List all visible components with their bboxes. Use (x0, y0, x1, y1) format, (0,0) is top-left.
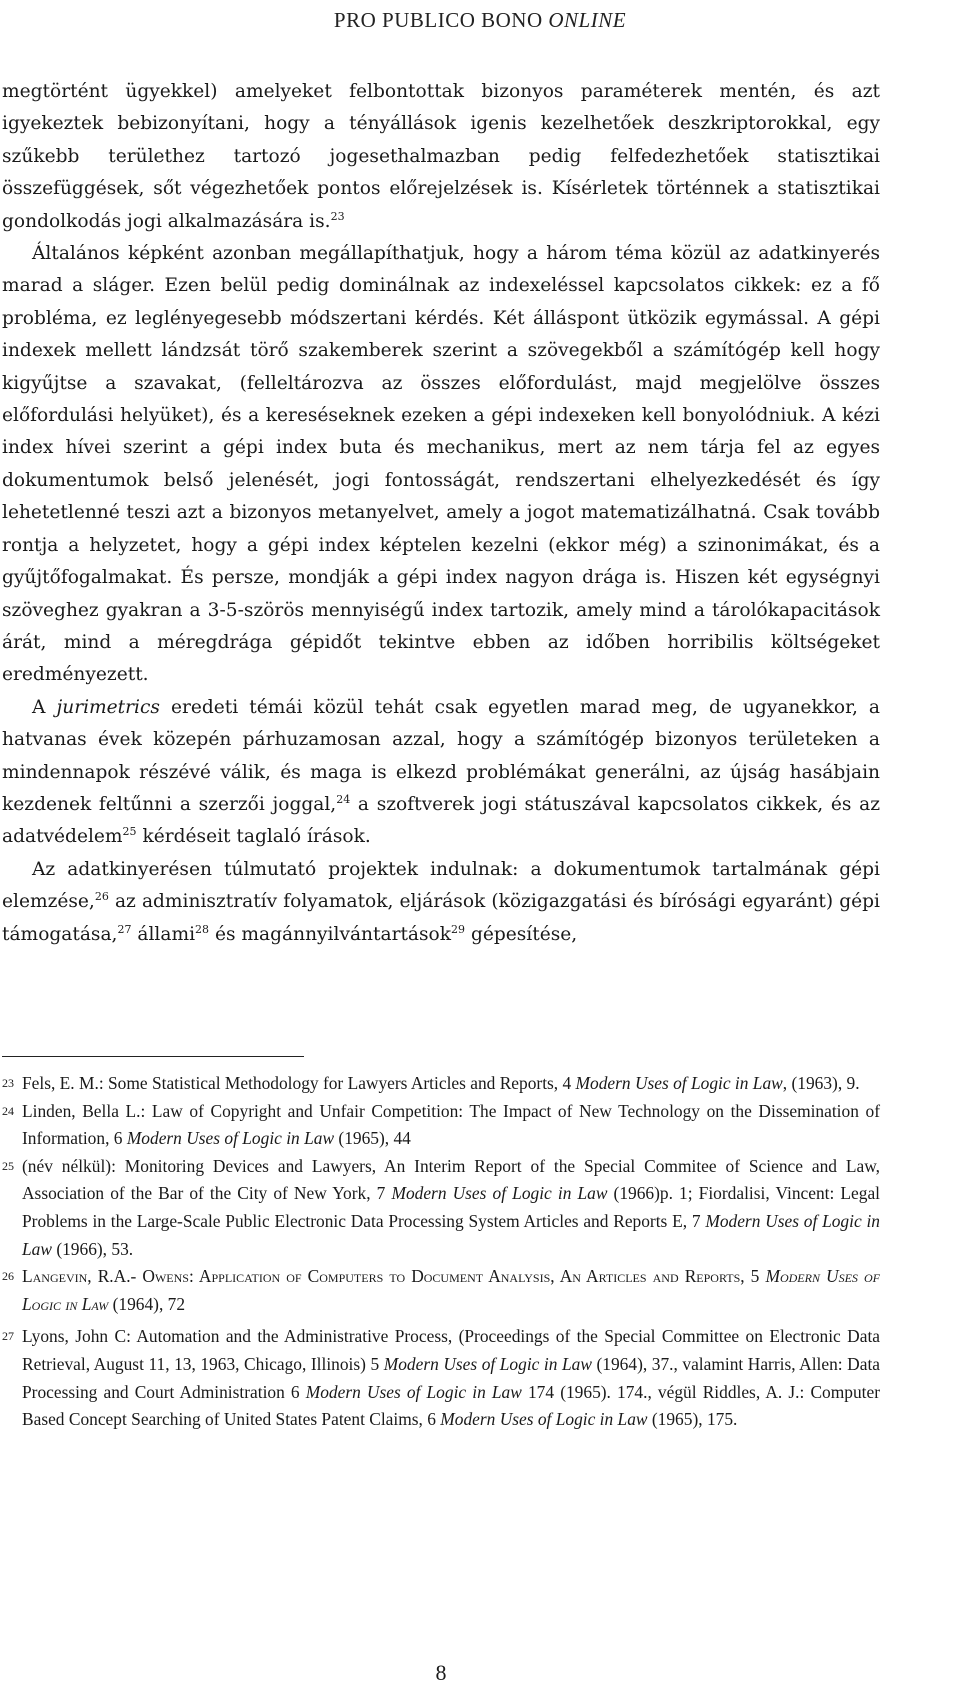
footnote-ref-29[interactable]: 29 (451, 922, 466, 936)
paragraph-1-text: megtörtént ügyekkel) amelyeket felbontottak bizonyos paraméterek mentén, és azt igyekeztek bebizonyítani, hogy a tényállások igenis kezelhetőek deszkriptorokkal, egy szűkebb területhez tartozó jogesethalmazban pedig felfedezhetőek statisztikai összefüggések, sőt végezhetőek pontos előrejelzések is. Kísérletek történnek a statisztikai gondolkodás jogi alkalmazására is. (2, 81, 880, 232)
paragraph-4-text-d: és magánnyilvántartások (209, 923, 452, 945)
paragraph-4-text-b: az adminisztratív folyamatok, eljárások (közigazgatási és bírósági egyaránt) gépi támogatása, (2, 891, 880, 945)
footnotes (2, 1070, 880, 1434)
journal-title: PRO PUBLICO BONO (333, 8, 549, 32)
paragraph-2-text: Általános képként azonban megállapíthatjuk, hogy a három téma közül az adatkinyerés marad a sláger. Ezen belül pedig dominálnak az indexeléssel kapcsolatos cikkek: ez a fő probléma, ez leglényegesebb módszertani kérdés. Két álláspont ütközik egymással. A gépi indexek mellett lándzsát törő szakemberek szerint a szövegekből a számítógép kell hogy kigyűjtse a szavakat, (felleltározva az összes előfordulást, majd megjelölve összes előfordulási helyüket), és a kereséseknek ezeken a gépi indexeken kell bonyolódniuk. A kézi index hívei szerint a gépi index buta és mechanikus, mert az nem tárja fel az egyes dokumentumok belső jelenését, jogi fontosságát, rendszertani elhelyezkedését és így lehetetlenné teszi azt a bizonyos metanyelvet, amely a jogot matematizálhatná. Csak tovább rontja a helyzetet, hogy a gépi index képtelen kezelni (ekkor még) a szinonimákat, és a gyűjtőfogalmakat. És persze, mondják a gépi index nagyon drága is. Hiszen két egységnyi szöveghez gyakran a 3-5-szörös mennyiségű index tartozik, amely mind a tárolókapacitások árát, mind a méregdrága gépidőt tekintve ebben az időben horribilis költségeket eredményezett. (2, 243, 880, 686)
footnote-24 (2, 1098, 880, 1153)
paragraph-2 (2, 238, 880, 692)
footnote-ref-25[interactable]: 25 (122, 825, 137, 839)
journal-title-online: ONLINE (548, 8, 627, 32)
footnote-ref-26[interactable]: 26 (94, 890, 109, 904)
footnote-number: 23 (2, 1076, 14, 1090)
paragraph-3-text-c: a szoftverek jogi státuszával kapcsolatos cikkek, és az adatvédelem (2, 793, 880, 848)
footnote-ref-27[interactable]: 27 (117, 922, 132, 936)
footnote-text: Fels, E. M.: Some Statistical Methodology for Lawyers Articles and Reports, 4 Modern Uses of Logic in Law, (1963), 9. (22, 1073, 860, 1093)
paragraph-3-text-b: eredeti témái közül tehát csak egyetlen marad meg, de ugyanekkor, a hatvanas évek közepén párhuzamosan azzal, hogy a számítógép bizonyos területeken a mindennapok részévé válik, és maga is elkezd problémákat generálni, az újság hasábjain kezdenek feltűnni a szerzői joggal, (2, 696, 880, 815)
footnote-27 (2, 1323, 880, 1433)
main-text (2, 76, 880, 951)
footnote-number: 27 (2, 1329, 14, 1344)
footnote-number: 24 (2, 1103, 14, 1118)
footnote-text: (név nélkül): Monitoring Devices and Lawyers, An Interim Report of the Special Commitee of Science and Law, Association of the Bar of the City of New York, 7 Modern Uses of Logic in Law (1966)p. 1; Fiordalisi, Vincent: Legal Problems in the Large-Scale Public Electronic Data Processing System Articles and Reports E, 7 Modern Uses of Logic in Law (1966), 53. (22, 1155, 880, 1259)
paragraph-4-text-c: állami (131, 923, 196, 945)
jurimetrics-term: jurimetrics (56, 696, 160, 718)
running-header (0, 8, 960, 33)
paragraph-3-text-a: A (32, 696, 57, 718)
paragraph-3 (2, 692, 880, 854)
footnote-26 (2, 1263, 880, 1318)
footnote-number: 25 (2, 1158, 14, 1173)
paragraph-3-text-d: kérdéseit taglaló írások. (136, 826, 371, 848)
page-number: 8 (435, 1660, 447, 1685)
footnote-ref-23[interactable]: 23 (330, 209, 345, 223)
footnote-separator (2, 1056, 304, 1057)
footnote-number: 26 (2, 1269, 14, 1284)
paragraph-4 (2, 854, 880, 951)
footnote-ref-28[interactable]: 28 (195, 922, 210, 936)
footnote-text: Linden, Bella L.: Law of Copyright and Unfair Competition: The Impact of New Technology on the Dissemination of Information, 6 Modern Uses of Logic in Law (1965), 44 (22, 1100, 880, 1149)
footnote-text: Langevin, R.A.- Owens: Application of Computers to Document Analysis, An Articles and Reports, 5 Modern Uses of Logic in Law (1964), 72 (22, 1266, 880, 1314)
footnote-23 (2, 1070, 880, 1098)
paragraph-1 (2, 76, 880, 238)
paragraph-4-text-e: gépesítése, (465, 923, 578, 945)
paragraph-4-text-a: Az adatkinyerésen túlmutató projektek indulnak: a dokumentumok tartalmának gépi elemzése, (2, 858, 880, 913)
footnote-25 (2, 1153, 880, 1263)
footnote-text: Lyons, John C: Automation and the Administrative Process, (Proceedings of the Special Committee on Electronic Data Retrieval, August 11, 13, 1963, Chicago, Illinois) 5 Modern Uses of Logic in Law (1964), 37., valamint Harris, Allen: Data Processing and Court Administration 6 Modern Uses of Logic in Law 174 (1965). 174., végül Riddles, A. J.: Computer Based Concept Searching of United States Patent Claims, 6 Modern Uses of Logic in Law (1965), 175. (22, 1326, 880, 1430)
footnote-ref-24[interactable]: 24 (336, 792, 351, 806)
